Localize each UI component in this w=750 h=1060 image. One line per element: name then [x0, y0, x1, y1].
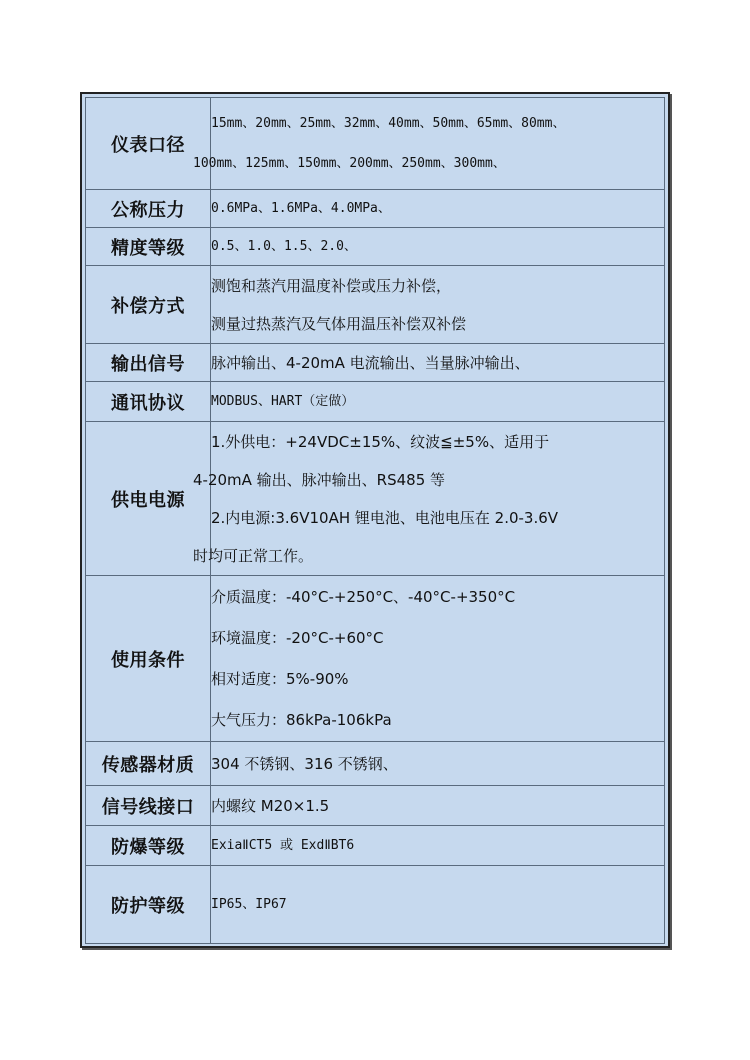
- row-label: 精度等级: [86, 228, 211, 266]
- row-value: 0.6MPa、1.6MPa、4.0MPa、: [211, 190, 665, 228]
- row-value: ExiaⅡCT5 或 ExdⅡBT6: [211, 826, 665, 866]
- value-line: 相对适度：5%-90%: [211, 669, 349, 688]
- row-value: 304 不锈钢、316 不锈钢、: [211, 742, 665, 786]
- table-row: [86, 98, 665, 190]
- table-row: [86, 742, 665, 786]
- value-line: 4-20mA 输出、脉冲输出、RS485 等: [193, 470, 446, 489]
- value-line: 测饱和蒸汽用温度补偿或压力补偿，: [211, 276, 452, 295]
- value-line: 100mm、125mm、150mm、200mm、250mm、300mm、: [193, 155, 506, 171]
- row-value: 脉冲输出、4-20mA 电流输出、当量脉冲输出、: [211, 344, 665, 382]
- value-line: 15mm、20mm、25mm、32mm、40mm、50mm、65mm、80mm、: [211, 115, 566, 131]
- row-label: 防爆等级: [86, 826, 211, 866]
- table-row: [86, 422, 665, 576]
- table-row: [86, 266, 665, 344]
- row-label: 补偿方式: [86, 266, 211, 344]
- row-label: 公称压力: [86, 190, 211, 228]
- table-row: [86, 826, 665, 866]
- table-row: [86, 344, 665, 382]
- row-label: 输出信号: [86, 344, 211, 382]
- row-label: 供电电源: [86, 422, 211, 576]
- table-row: [86, 786, 665, 826]
- value-line: 测量过热蒸汽及气体用温压补偿双补偿: [211, 314, 467, 333]
- row-value: [211, 266, 665, 344]
- row-label: 使用条件: [86, 576, 211, 742]
- row-value: MODBUS、HART（定做）: [211, 382, 665, 422]
- value-line: 环境温度：-20°C-+60°C: [211, 628, 384, 647]
- spec-table: [85, 97, 665, 944]
- row-value: [193, 422, 665, 576]
- row-value: 内螺纹 M20×1.5: [211, 786, 665, 826]
- row-value: 0.5、1.0、1.5、2.0、: [211, 228, 665, 266]
- row-label: 防护等级: [86, 866, 211, 944]
- table-row: [86, 190, 665, 228]
- value-line: 2.内电源:3.6V10AH 锂电池、电池电压在 2.0-3.6V: [211, 508, 559, 527]
- value-line: 1.外供电：+24VDC±15%、纹波≦±5%、适用于: [211, 432, 550, 451]
- value-line: 介质温度：-40°C-+250°C、-40°C-+350°C: [211, 587, 516, 606]
- row-label: 仪表口径: [86, 98, 211, 190]
- row-value: [193, 98, 665, 190]
- table-row: [86, 382, 665, 422]
- row-value: [211, 576, 665, 742]
- spec-sheet: [80, 92, 670, 948]
- row-label: 信号线接口: [86, 786, 211, 826]
- row-value: IP65、IP67: [211, 866, 665, 944]
- row-label: 传感器材质: [86, 742, 211, 786]
- table-row: [86, 576, 665, 742]
- value-line: 时均可正常工作。: [193, 546, 314, 565]
- row-label: 通讯协议: [86, 382, 211, 422]
- table-row: [86, 228, 665, 266]
- value-line: 大气压力：86kPa-106kPa: [211, 710, 392, 729]
- table-row: [86, 866, 665, 944]
